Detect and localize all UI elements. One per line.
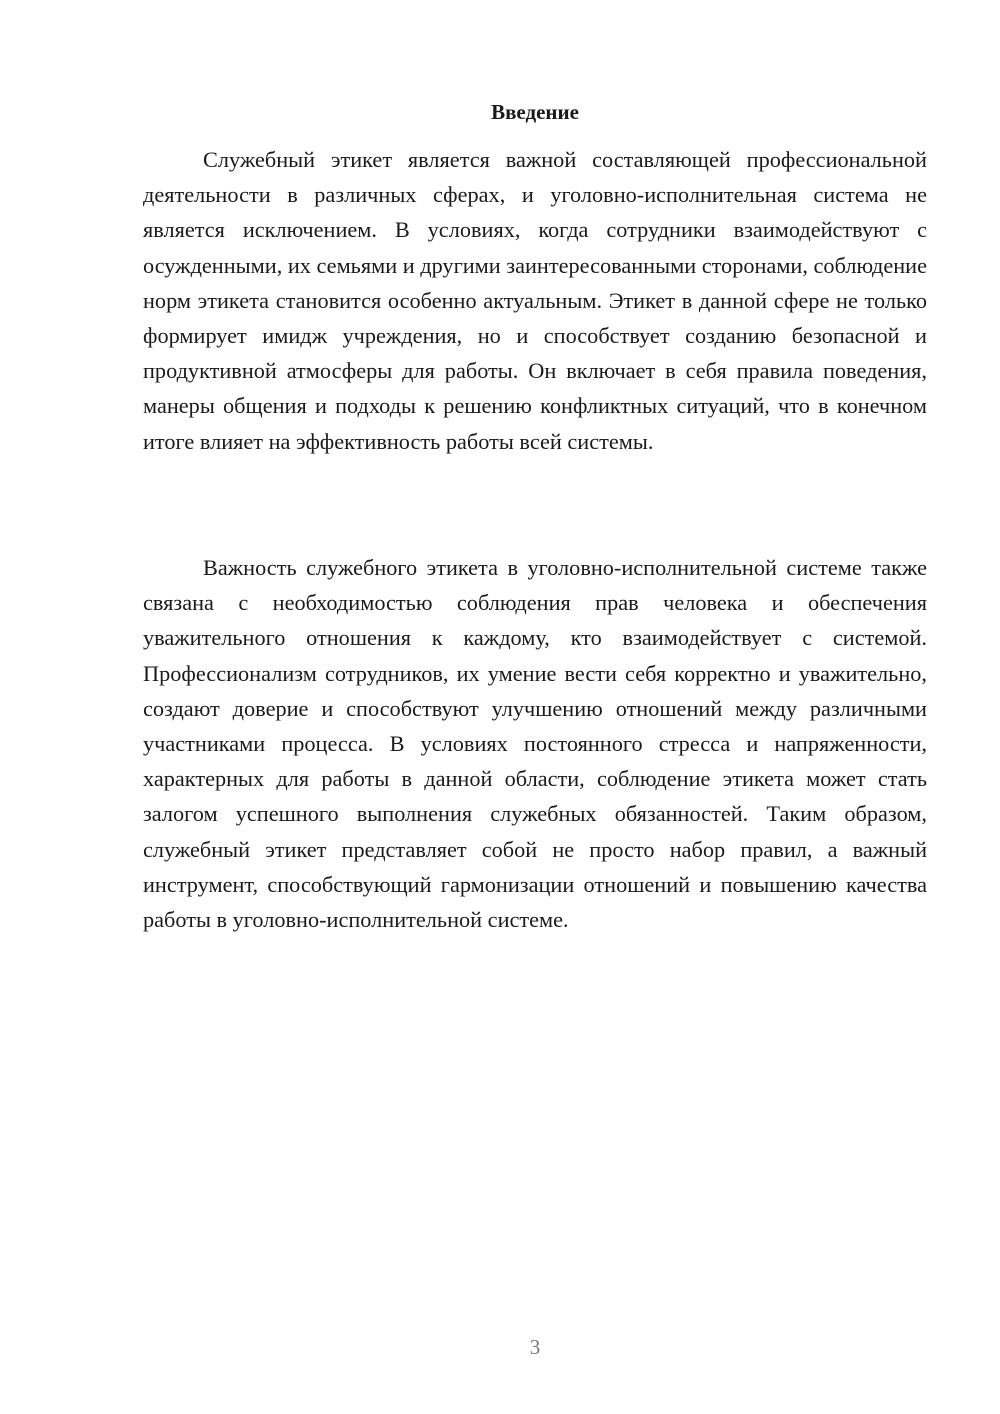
section-heading: Введение [491, 100, 579, 124]
body-paragraph-1: Служебный этикет является важной составляющей профессиональной деятельности в различных сферах, и уголовно-исполнительная система не является исключением. В условиях, когда сотрудники взаимодействуют с осужденными, их семьями и другими заинтересованными сторонами, соблюдение норм этикета становится особенно актуальным. Этикет в данной сфере не только формирует имидж учреждения, но и способствует созданию безопасной и продуктивной атмосферы для работы. Он включает в себя правила поведения, манеры общения и подходы к решению конфликтных ситуаций, что в конечном итоге влияет на эффективность работы всей системы. [143, 147, 928, 454]
page-number: 3 [529, 1335, 541, 1359]
body-paragraph-2: Важность служебного этикета в уголовно-исполнительной системе также связана с необходимостью соблюдения прав человека и обеспечения уважительного отношения к каждому, кто взаимодействует с системой. Профессионализм сотрудников, их умение вести себя корректно и уважительно, создают доверие и способствуют улучшению отношений между различными участниками процесса. В условиях постоянного стресса и напряженности, характерных для работы в данной области, соблюдение этикета может стать залогом успешного выполнения служебных обязанностей. Таким образом, служебный этикет представляет собой не просто набор правил, а важный инструмент, способствующий гармонизации отношений и повышению качества работы в уголовно-исполнительной системе. [143, 555, 927, 933]
